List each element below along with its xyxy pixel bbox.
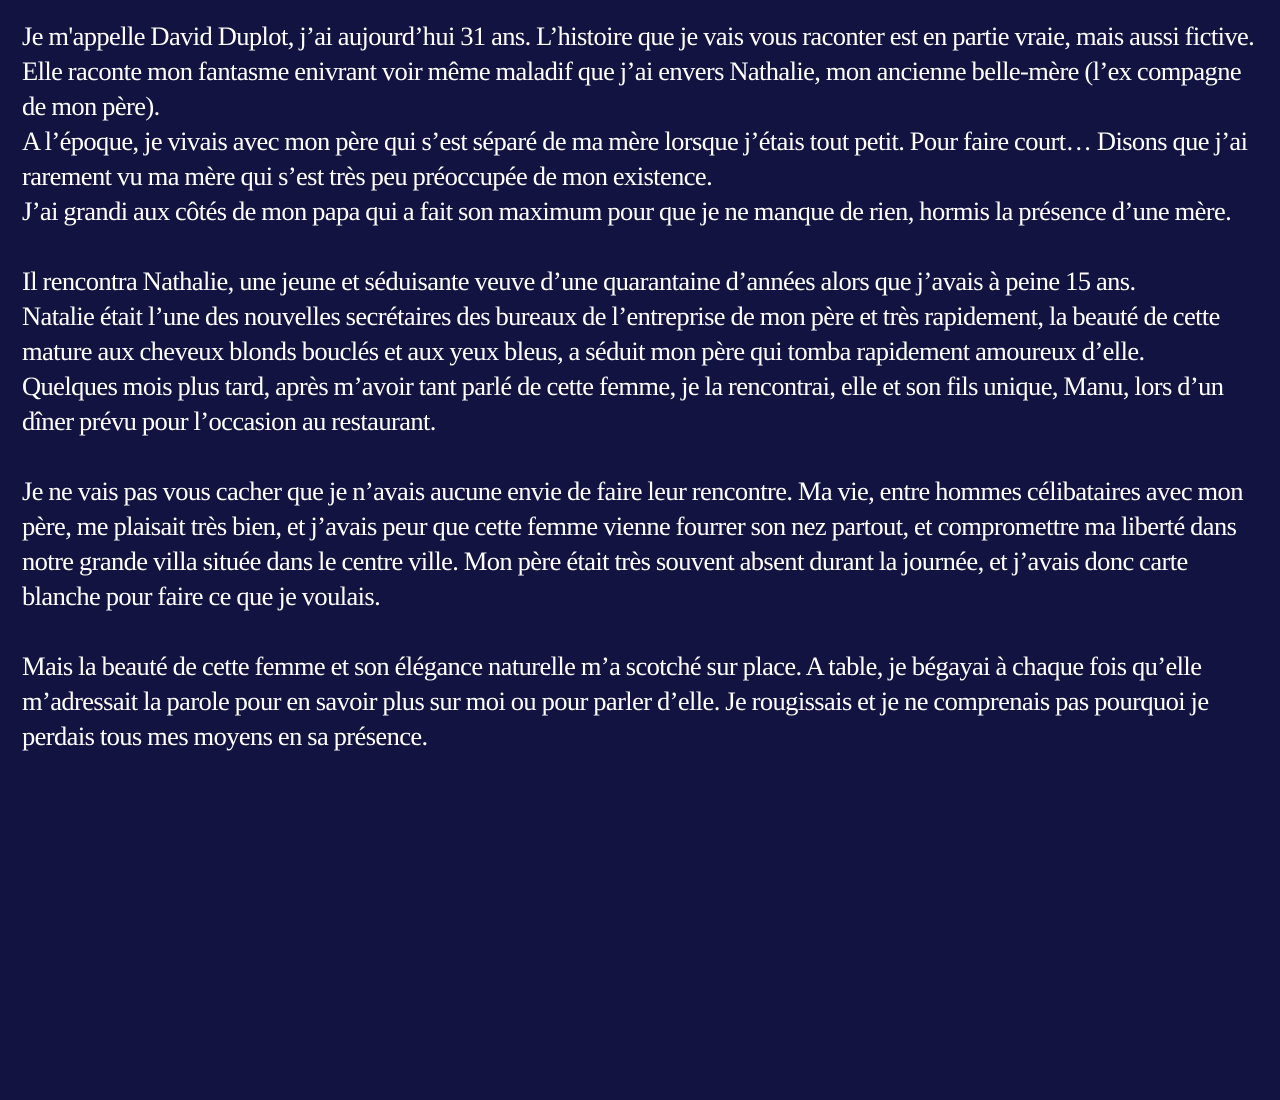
text-line: Je m'appelle David Duplot, j’ai aujourd’hui 31 ans. L’histoire que je vais vous raconter est en partie vraie, mais aussi fictive.: [22, 21, 1255, 51]
text-line: Je ne vais pas vous cacher que je n’avais aucune envie de faire leur rencontre. Ma vie, entre hommes célibataires avec mon père, me plaisait très bien, et j’avais peur que cette femme vienne fourrer son nez partout, et compromettre ma liberté dans notre grande villa située dans le centre ville. Mon père était très souvent absent durant la journée, et j’avais donc carte blanche pour faire ce que je voulais.: [22, 476, 1243, 611]
paragraph-intro: [22, 19, 1262, 229]
paragraph-meeting: [22, 264, 1262, 439]
text-line: Il rencontra Nathalie, une jeune et séduisante veuve d’une quarantaine d’années alors que j’avais à peine 15 ans.: [22, 266, 1136, 296]
paragraph-dinner: [22, 649, 1262, 754]
paragraph-reluctance: [22, 474, 1262, 614]
story-text: [22, 19, 1262, 754]
text-line: Elle raconte mon fantasme enivrant voir même maladif que j’ai envers Nathalie, mon ancienne belle-mère (l’ex compagne de mon père).: [22, 56, 1242, 121]
text-line: Natalie était l’une des nouvelles secrétaires des bureaux de l’entreprise de mon père et très rapidement, la beauté de cette mature aux cheveux blonds bouclés et aux yeux bleus, a séduit mon père qui tomba rapidement amoureux d’elle.: [22, 301, 1220, 366]
text-line: Quelques mois plus tard, après m’avoir tant parlé de cette femme, je la rencontrai, elle et son fils unique, Manu, lors d’un dîner prévu pour l’occasion au restaurant.: [22, 371, 1224, 436]
text-line: J’ai grandi aux côtés de mon papa qui a fait son maximum pour que je ne manque de rien, hormis la présence d’une mère.: [22, 196, 1232, 226]
text-line: A l’époque, je vivais avec mon père qui s’est séparé de ma mère lorsque j’étais tout petit. Pour faire court… Disons que j’ai rarement vu ma mère qui s’est très peu préoccupée de mon existence.: [22, 126, 1248, 191]
text-line: Mais la beauté de cette femme et son élégance naturelle m’a scotché sur place. A table, je bégayai à chaque fois qu’elle m’adressait la parole pour en savoir plus sur moi ou pour parler d’elle. Je rougissais et je ne comprenais pas pourquoi je perdais tous mes moyens en sa présence.: [22, 651, 1209, 751]
